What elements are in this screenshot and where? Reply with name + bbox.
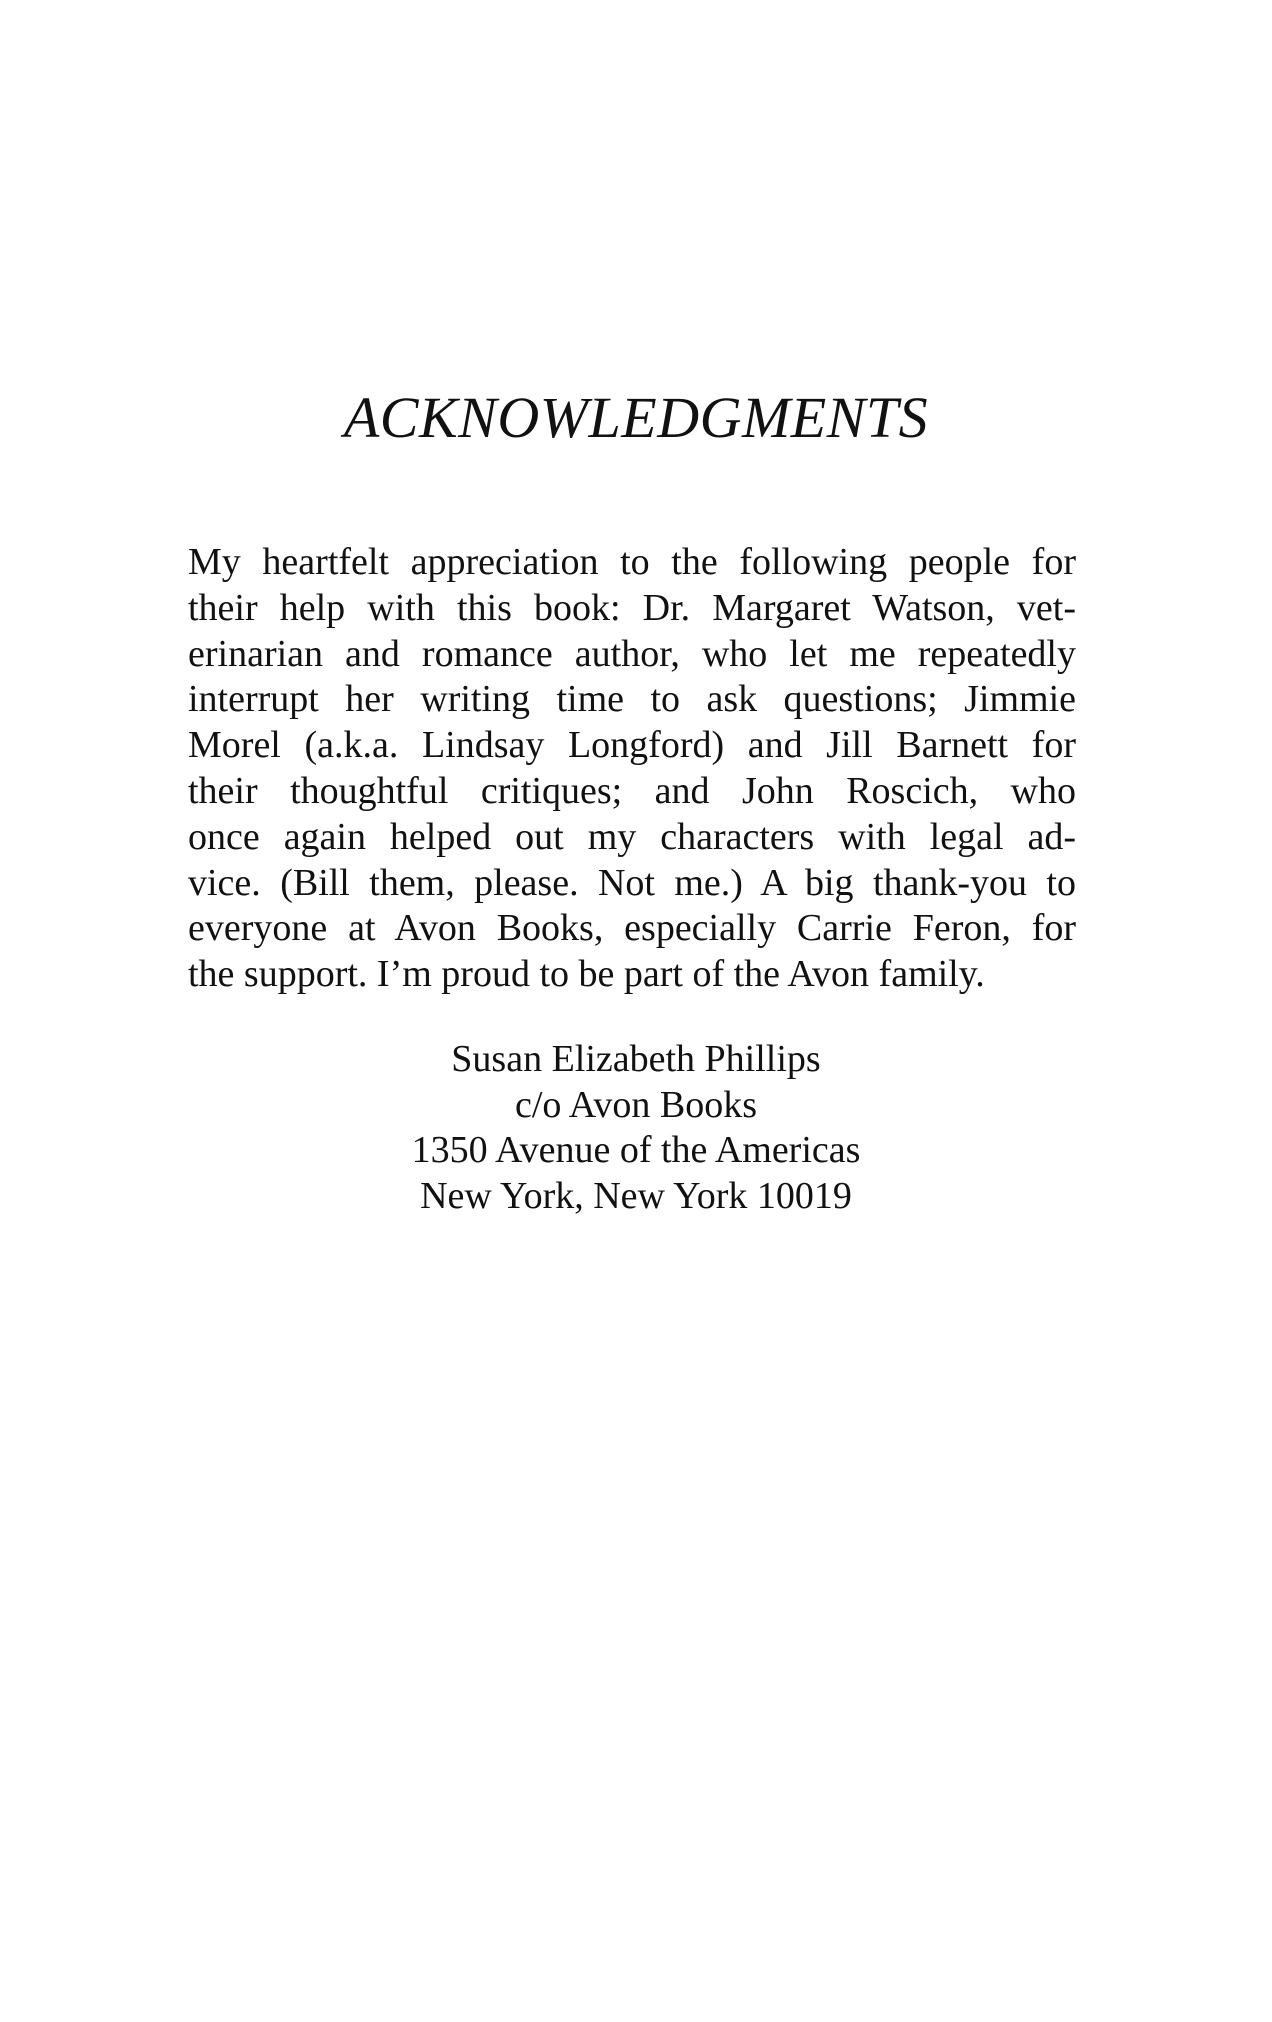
author-address	[0, 1037, 1272, 1219]
address-line: c/o Avon Books	[514, 1083, 758, 1126]
paragraph-line: their thoughtful critiques; and John Roscich, who	[188, 769, 1076, 812]
acknowledgments-paragraph	[188, 540, 1076, 998]
paragraph-line: everyone at Avon Books, especially Carrie Feron, for	[188, 907, 1076, 950]
paragraph-line: interrupt her writing time to ask questions; Jimmie	[188, 678, 1076, 721]
paragraph-line: their help with this book: Dr. Margaret Watson, vet-	[188, 586, 1076, 629]
paragraph-line: My heartfelt appreciation to the following people for	[188, 541, 1076, 583]
paragraph-line: vice. (Bill them, please. Not me.) A big thank-you to	[188, 861, 1076, 904]
address-line: 1350 Avenue of the Americas	[411, 1129, 861, 1171]
address-line: New York, New York 10019	[420, 1174, 852, 1217]
address-line: Susan Elizabeth Phillips	[451, 1038, 821, 1080]
paragraph-line: the support. I’m proud to be part of the Avon family.	[188, 953, 985, 996]
paragraph-line: erinarian and romance author, who let me repeatedly	[188, 632, 1076, 675]
paragraph-line: Morel (a.k.a. Lindsay Longford) and Jill Barnett for	[188, 724, 1076, 767]
paragraph-line: once again helped out my characters with legal ad-	[188, 815, 1076, 858]
page-heading: ACKNOWLEDGMENTS	[343, 385, 929, 450]
